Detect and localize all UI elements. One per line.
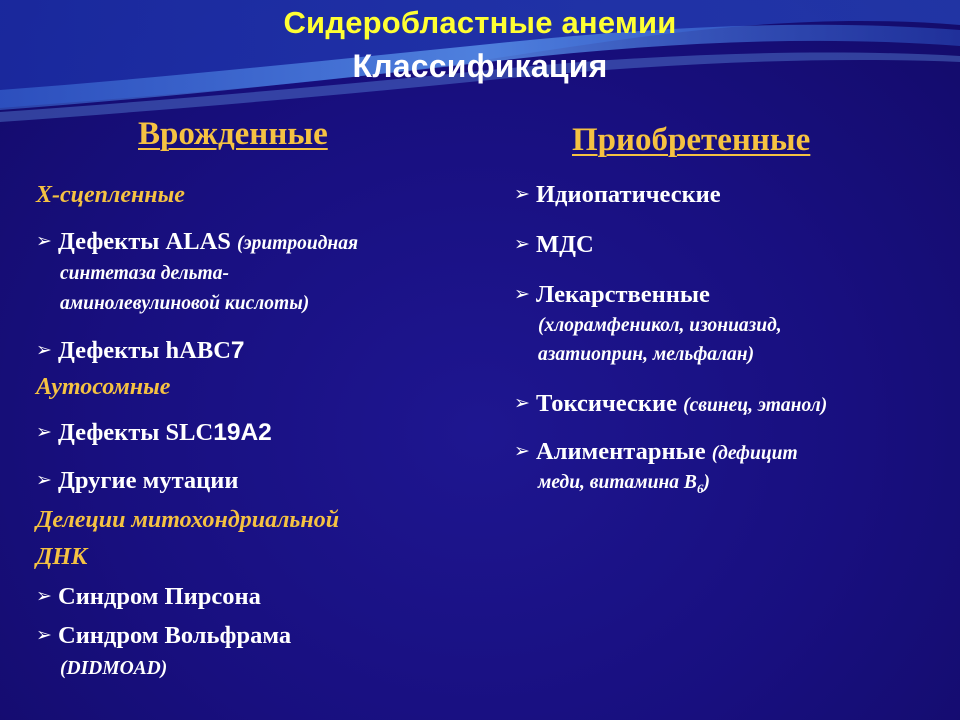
arrow-bullet-icon: ➢ (514, 392, 530, 414)
drug-induced-label: Лекарственные (536, 281, 710, 308)
drug-induced-note-line1: (хлорамфеникол, изониазид, (538, 315, 782, 336)
alas-defect-item (36, 227, 358, 258)
slide-title: Сидеробластные анемии (283, 5, 677, 40)
slc19a2-defect-label: Дефекты SLC (58, 419, 214, 446)
slc19a2-defect-item (36, 418, 272, 447)
arrow-bullet-icon: ➢ (514, 283, 530, 305)
idiopathic-label: Идиопатические (536, 181, 721, 208)
acquired-heading: Приобретенные (572, 122, 811, 158)
alimentary-note-line2-text: меди, витамина В (538, 472, 697, 493)
arrow-bullet-icon: ➢ (514, 233, 530, 255)
arrow-bullet-icon: ➢ (36, 230, 52, 252)
arrow-bullet-icon: ➢ (36, 624, 52, 646)
arrow-bullet-icon: ➢ (36, 585, 52, 607)
wolfram-syndrome-item (36, 621, 291, 650)
alimentary-label: Алиментарные (536, 438, 706, 465)
habc7-defect-number: 7 (230, 337, 245, 364)
pearson-syndrome-label: Синдром Пирсона (58, 583, 261, 610)
drug-induced-item (514, 280, 710, 309)
arrow-bullet-icon: ➢ (36, 339, 52, 361)
mds-label: МДС (536, 231, 594, 258)
alas-defect-note-line3: аминолевулиновой кислоты) (60, 293, 310, 314)
wolfram-syndrome-note: (DIDMOAD) (60, 658, 168, 679)
other-mutations-item (36, 466, 239, 495)
arrow-bullet-icon: ➢ (36, 469, 52, 491)
mds-item (514, 230, 594, 259)
toxic-label: Токсические (536, 390, 677, 417)
autosomal-category: Аутосомные (36, 374, 171, 400)
congenital-heading: Врожденные (138, 116, 328, 152)
mito-deletion-category: Делеции митохондриальной (36, 507, 340, 533)
habc7-defect-label: Дефекты hABC (58, 337, 231, 364)
slc19a2-defect-number: 19A2 (213, 419, 272, 446)
toxic-note: (свинец, этанол) (683, 395, 828, 416)
alimentary-note-line2 (538, 469, 710, 503)
x-linked-category: Х-сцепленные (36, 182, 185, 208)
slide-subtitle: Классификация (352, 48, 608, 84)
alimentary-note: (дефицит (711, 443, 798, 464)
idiopathic-item (514, 180, 721, 209)
arrow-bullet-icon: ➢ (514, 183, 530, 205)
mito-deletion-category-line2: ДНК (36, 544, 88, 570)
drug-induced-note-line2: азатиоприн, мельфалан) (538, 344, 755, 365)
alas-defect-note-line2: синтетаза дельта- (60, 263, 229, 284)
pearson-syndrome-item (36, 582, 261, 611)
alas-defect-note: (эритроидная (237, 233, 359, 254)
wolfram-syndrome-label: Синдром Вольфрама (58, 622, 292, 649)
alimentary-item (514, 437, 798, 468)
alimentary-note-line2-end: ) (703, 472, 710, 493)
toxic-item (514, 389, 827, 420)
arrow-bullet-icon: ➢ (514, 440, 530, 462)
arrow-bullet-icon: ➢ (36, 421, 52, 443)
alas-defect-label: Дефекты ALAS (58, 228, 231, 255)
habc7-defect-item (36, 336, 245, 365)
vitamin-b6-subscript: 6 (696, 480, 704, 496)
other-mutations-label: Другие мутации (58, 467, 239, 494)
